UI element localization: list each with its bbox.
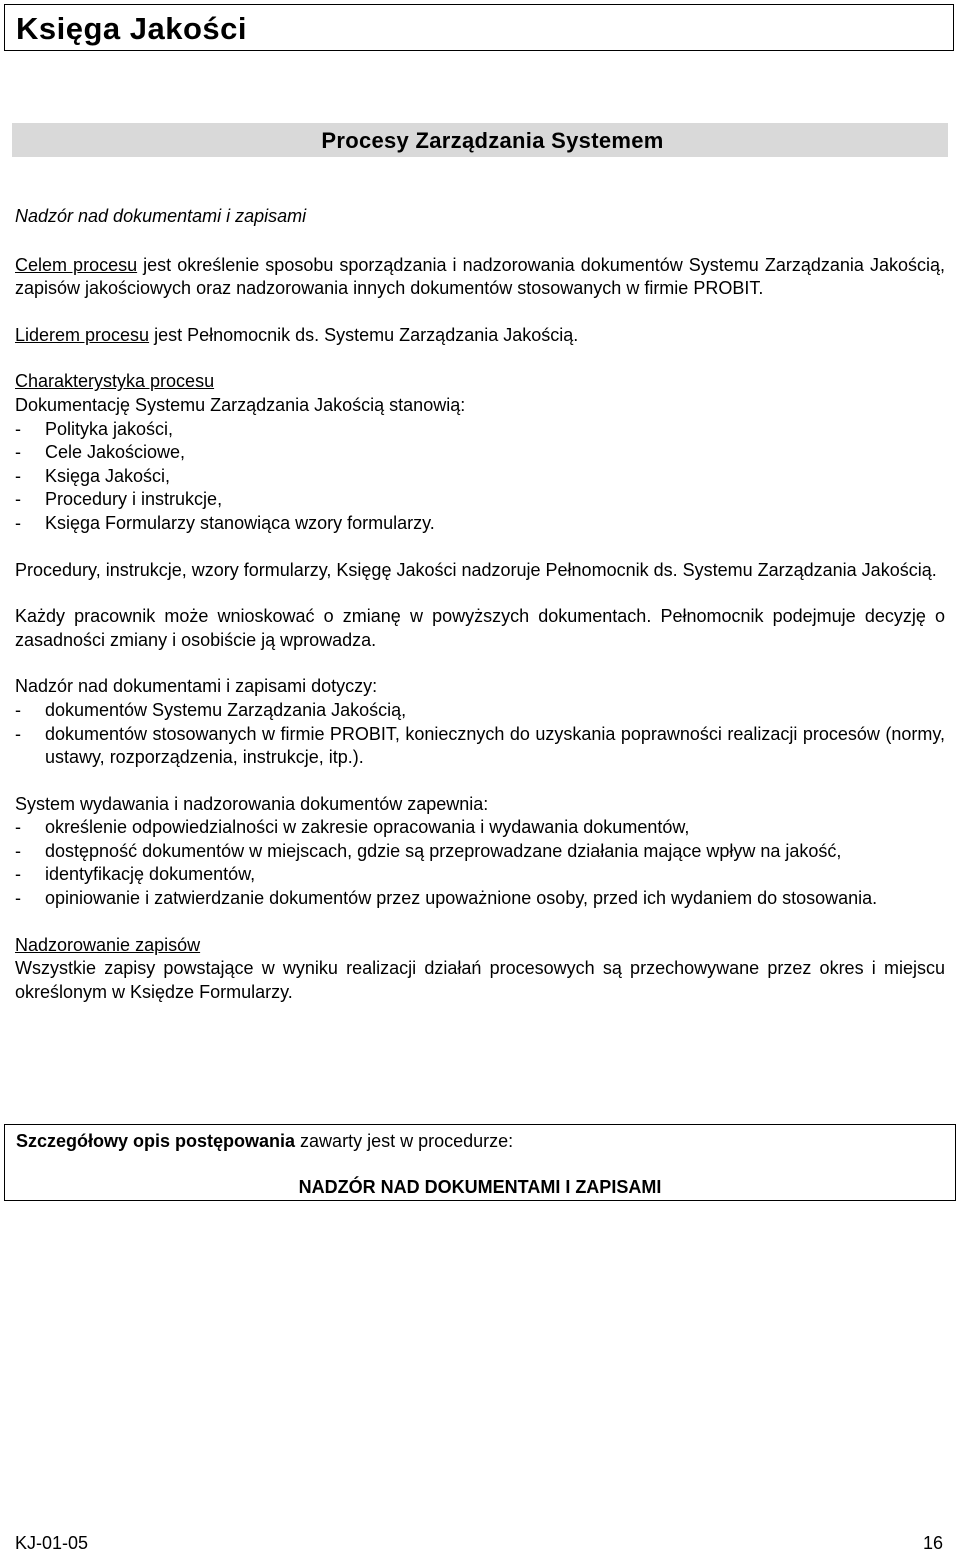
goal-text: jest określenie sposobu sporządzania i nadzorowania dokumentów Systemu Zarządzania Jakością, zapisów jakościowych oraz nadzorowania innych dokumentów stosowanych w firmie PROBIT. — [15, 254, 945, 299]
characteristics-intro: Dokumentację Systemu Zarządzania Jakością stanowią: — [15, 394, 466, 415]
procedure-intro — [16, 1131, 513, 1152]
procedure-text: zawarty jest w procedurze: — [295, 1131, 514, 1151]
system-intro: System wydawania i nadzorowania dokumentów zapewnia: — [15, 793, 489, 814]
leader-text: jest Pełnomocnik ds. Systemu Zarządzania Jakością. — [149, 324, 579, 345]
list-item: - dokumentów Systemu Zarządzania Jakością, — [15, 699, 407, 720]
list-item: - Procedury i instrukcje, — [15, 489, 223, 510]
list-item: - dokumentów stosowanych w firmie PROBIT, koniecznych do uzyskania poprawności realizacji procesów (normy, ustawy, rozporządzenia, instrukcje, itp.). — [15, 723, 945, 768]
documentation-list — [15, 418, 945, 536]
characteristics-heading: Charakterystyka procesu — [15, 371, 215, 392]
list-item: - określenie odpowiedzialności w zakresie opracowania i wydawania dokumentów, — [15, 817, 690, 838]
main-content — [15, 205, 945, 1004]
list-item: - identyfikację dokumentów, — [15, 864, 256, 885]
supervision-paragraph: Procedury, instrukcje, wzory formularzy, Księgę Jakości nadzoruje Pełnomocnik ds. Systemu Zarządzania Jakością. — [15, 559, 937, 580]
records-paragraph: Wszystkie zapisy powstające w wyniku realizacji działań procesowych są przechowywane przez okres i miejscu określonym w Księdze Formularzy. — [15, 958, 945, 1002]
list-item: - Polityka jakości, — [15, 418, 174, 439]
goal-paragraph — [15, 254, 945, 301]
document-title: Księga Jakości — [16, 11, 248, 46]
goal-label: Celem procesu — [15, 254, 138, 275]
document-code: KJ-01-05 — [15, 1533, 89, 1553]
scope-list — [15, 699, 945, 770]
list-item: - Księga Formularzy stanowiąca wzory formularzy. — [15, 512, 435, 533]
subsection-title: Nadzór nad dokumentami i zapisami — [15, 206, 307, 226]
leader-paragraph — [15, 324, 945, 348]
list-item: - Księga Jakości, — [15, 465, 171, 486]
records-heading: Nadzorowanie zapisów — [15, 934, 201, 955]
procedure-box — [4, 1124, 956, 1201]
changes-paragraph: Każdy pracownik może wnioskować o zmianę w powyższych dokumentach. Pełnomocnik podejmuje decyzję o zasadności zmiany i osobiście ją wprowadza. — [15, 606, 945, 650]
procedure-name: NADZÓR NAD DOKUMENTAMI I ZAPISAMI — [298, 1177, 662, 1197]
procedure-bold-label: Szczegółowy opis postępowania — [16, 1131, 296, 1151]
list-item: - dostępność dokumentów w miejscach, gdzie są przeprowadzane działania mające wpływ na jakość, — [15, 840, 842, 861]
system-list — [15, 816, 945, 910]
scope-intro: Nadzór nad dokumentami i zapisami dotyczy: — [15, 676, 378, 697]
list-item: - Cele Jakościowe, — [15, 442, 186, 463]
section-title: Procesy Zarządzania Systemem — [321, 128, 664, 153]
header-box — [4, 4, 954, 51]
page-number: 16 — [922, 1533, 943, 1553]
section-bar — [12, 123, 948, 157]
leader-label: Liderem procesu — [15, 324, 150, 345]
list-item: - opiniowanie i zatwierdzanie dokumentów przez upoważnione osoby, przed ich wydaniem do stosowania. — [15, 888, 878, 909]
